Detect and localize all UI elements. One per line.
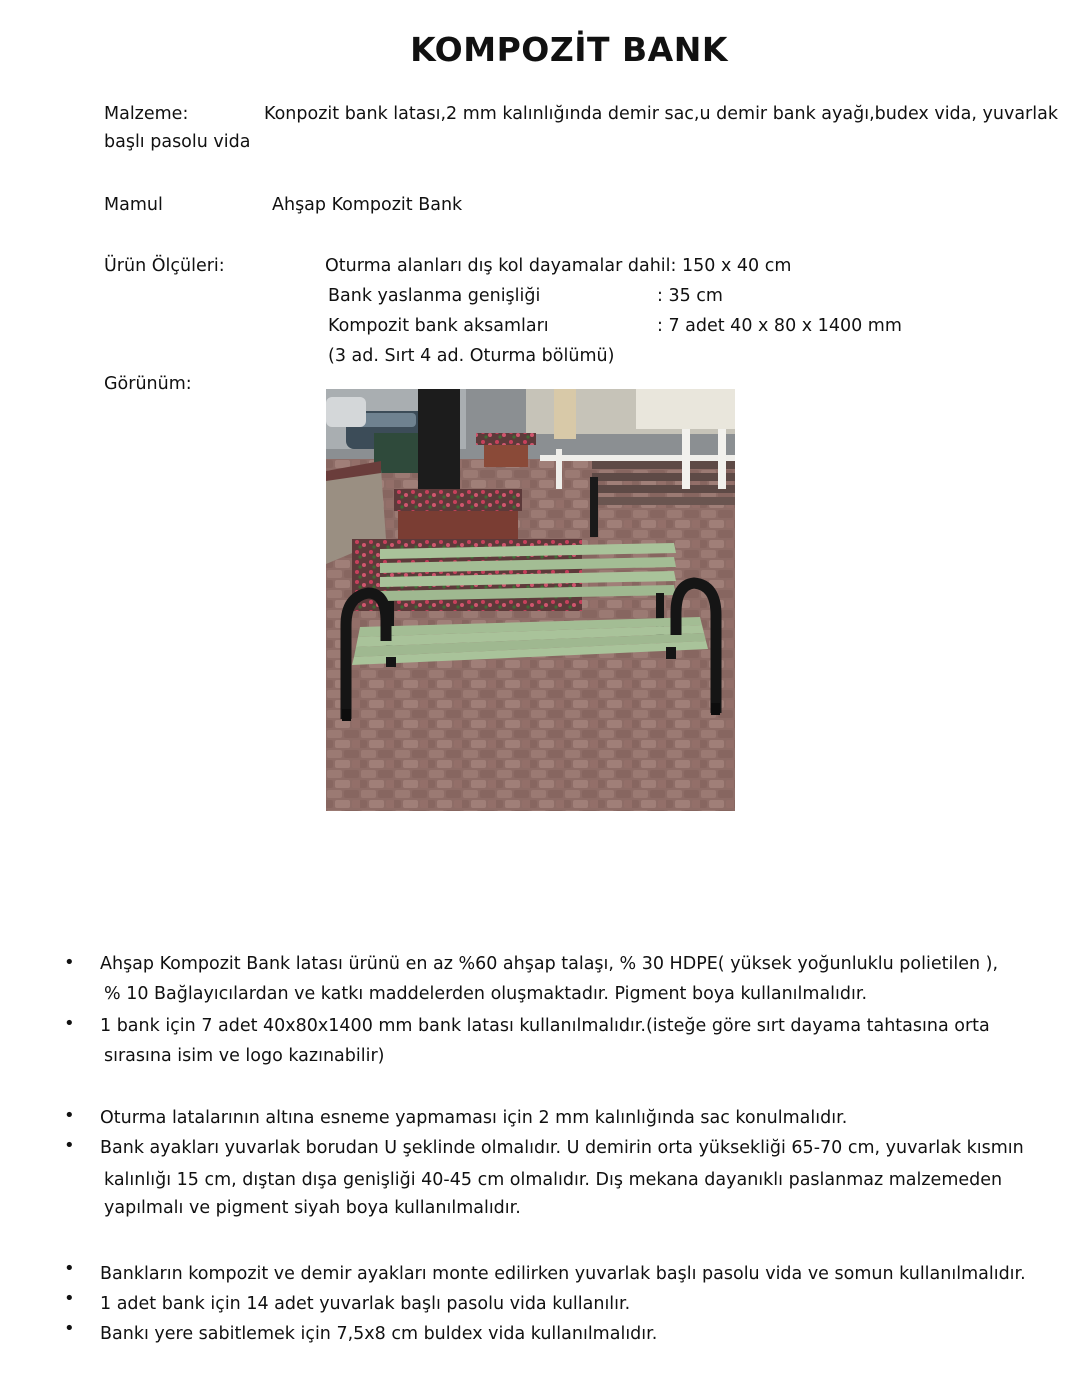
bench-photo	[326, 389, 735, 811]
bullet-4-line-1: Bank ayakları yuvarlak borudan U şeklinde olmalıdır. U demirin orta yüksekliği 65-70 cm, yuvarlak kısmın	[100, 1138, 1024, 1158]
bullet-7-line-1: Bankı yere sabitlemek için 7,5x8 cm buldex vida kullanılmalıdır.	[100, 1324, 658, 1344]
dimension-row-1: Oturma alanları dış kol dayamalar dahil: 150 x 40 cm	[325, 256, 792, 276]
dimension-row-3-value: : 7 adet 40 x 80 x 1400 mm	[657, 316, 902, 336]
bullet-3-line-1: Oturma latalarının altına esneme yapmaması için 2 mm kalınlığında sac konulmalıdır.	[100, 1108, 848, 1128]
material-value-line1: Konpozit bank latası,2 mm kalınlığında demir sac,u demir bank ayağı,budex vida, yuvarlak	[264, 104, 1058, 124]
material-value-line2: başlı pasolu vida	[104, 132, 251, 152]
bullet-marker: •	[64, 1105, 75, 1126]
bullet-1-line-2: % 10 Bağlayıcılardan ve katkı maddelerden oluşmaktadır. Pigment boya kullanılmalıdır.	[104, 984, 868, 1004]
bullet-2-line-1: 1 bank için 7 adet 40x80x1400 mm bank latası kullanılmalıdır.(isteğe göre sırt dayama tahtasına orta	[100, 1016, 990, 1036]
bullet-2-line-2: sırasına isim ve logo kazınabilir)	[104, 1046, 385, 1066]
bullet-marker: •	[64, 1318, 75, 1339]
dimension-row-4: (3 ad. Sırt 4 ad. Oturma bölümü)	[328, 346, 615, 366]
bullet-marker: •	[64, 1135, 75, 1156]
dimensions-label: Ürün Ölçüleri:	[104, 256, 225, 276]
dimension-row-2-value: : 35 cm	[657, 286, 723, 306]
bullet-marker: •	[64, 952, 75, 973]
bullet-marker: •	[64, 1013, 75, 1034]
bullet-5-line-1: Bankların kompozit ve demir ayakları monte edilirken yuvarlak başlı pasolu vida ve somun kullanılmalıdır.	[100, 1264, 1026, 1284]
view-label: Görünüm:	[104, 374, 192, 394]
bullet-1-line-1: Ahşap Kompozit Bank latası ürünü en az %60 ahşap talaşı, % 30 HDPE( yüksek yoğunluklu polietilen ),	[100, 954, 999, 974]
bullet-marker: •	[64, 1258, 75, 1279]
bullet-marker: •	[64, 1288, 75, 1309]
page-title: KOMPOZİT BANK	[410, 30, 728, 69]
bullet-6-line-1: 1 adet bank için 14 adet yuvarlak başlı pasolu vida kullanılır.	[100, 1294, 631, 1314]
bullet-4-line-3: yapılmalı ve pigment siyah boya kullanılmalıdır.	[104, 1198, 521, 1218]
material-label: Malzeme:	[104, 104, 189, 124]
product-label: Mamul	[104, 195, 163, 215]
product-value: Ahşap Kompozit Bank	[272, 195, 463, 215]
dimension-row-3-label: Kompozit bank aksamları	[328, 316, 549, 336]
bullet-4-line-2: kalınlığı 15 cm, dıştan dışa genişliği 40-45 cm olmalıdır. Dış mekana dayanıklı paslanmaz malzemeden	[104, 1170, 1003, 1190]
dimension-row-2-label: Bank yaslanma genişliği	[328, 286, 541, 306]
